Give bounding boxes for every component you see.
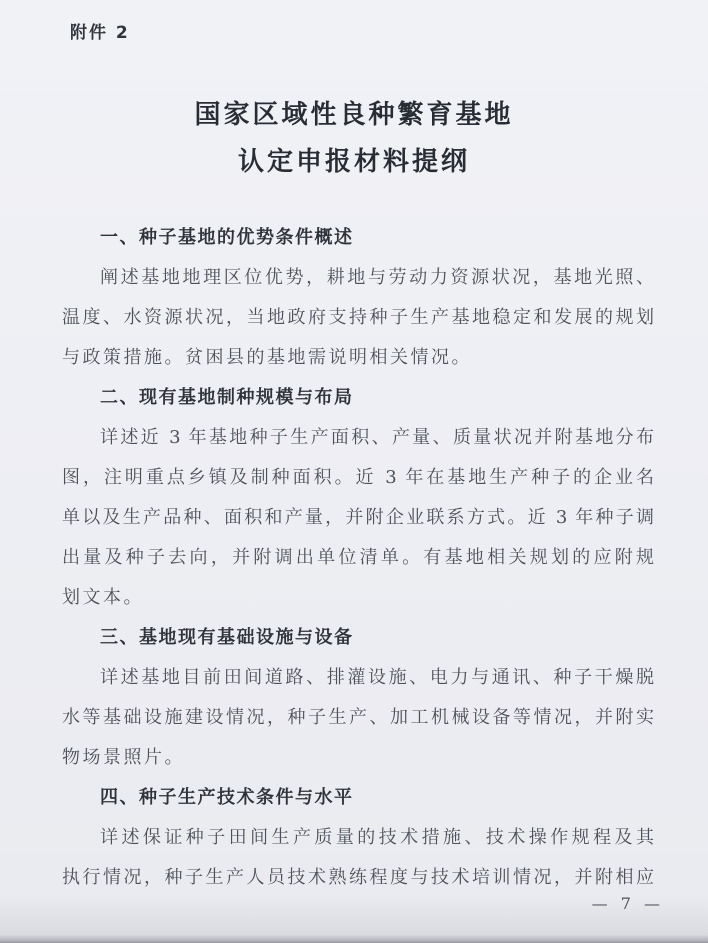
section-1-line-1: 阐述基地地理区位优势，耕地与劳动力资源状况，基地光照、 [100,267,654,288]
section-3-heading: 三、基地现有基础设施与设备 [100,627,354,648]
section-3-line-1: 详述基地目前田间道路、排灌设施、电力与通讯、种子干燥脱 [100,667,654,688]
section-2-line-4: 出量及种子去向，并附调出单位清单。有基地相关规划的应附规 [62,547,654,568]
document-body [62,218,654,898]
section-1-line-2: 温度、水资源状况，当地政府支持种子生产基地稳定和发展的规划 [62,307,654,328]
section-3-line-3: 物场景照片。 [62,747,185,768]
document-title-line2: 认定申报材料提纲 [237,147,470,177]
section-4-line-1: 详述保证种子田间生产质量的技术措施、技术操作规程及其 [100,827,654,848]
section-2-line-5: 划文本。 [62,587,144,608]
section-1-line-3: 与政策措施。贫困县的基地需说明相关情况。 [62,347,472,368]
section-2-heading: 二、现有基地制种规模与布局 [100,387,354,408]
section-2-line-1: 详述近 3 年基地种子生产面积、产量、质量状况并附基地分布 [100,427,654,448]
attachment-label: 附件 2 [70,23,130,43]
section-4-heading: 四、种子生产技术条件与水平 [100,787,354,808]
section-3-line-2: 水等基础设施建设情况，种子生产、加工机械设备等情况，并附实 [62,707,654,728]
document-title-line1: 国家区域性良种繁育基地 [194,100,514,130]
section-4-line-2: 执行情况，种子生产人员技术熟练程度与技术培训情况，并附相应 [62,867,654,888]
scan-shadow [0,935,708,943]
section-2-line-2: 图，注明重点乡镇及制种面积。近 3 年在基地生产种子的企业名 [62,467,654,488]
section-1-heading: 一、种子基地的优势条件概述 [100,227,354,248]
section-2-line-3: 单以及生产品种、面积和产量，并附企业联系方式。近 3 年种子调 [62,507,654,528]
document-title [0,92,708,186]
page-number: — 7 — [591,894,664,913]
